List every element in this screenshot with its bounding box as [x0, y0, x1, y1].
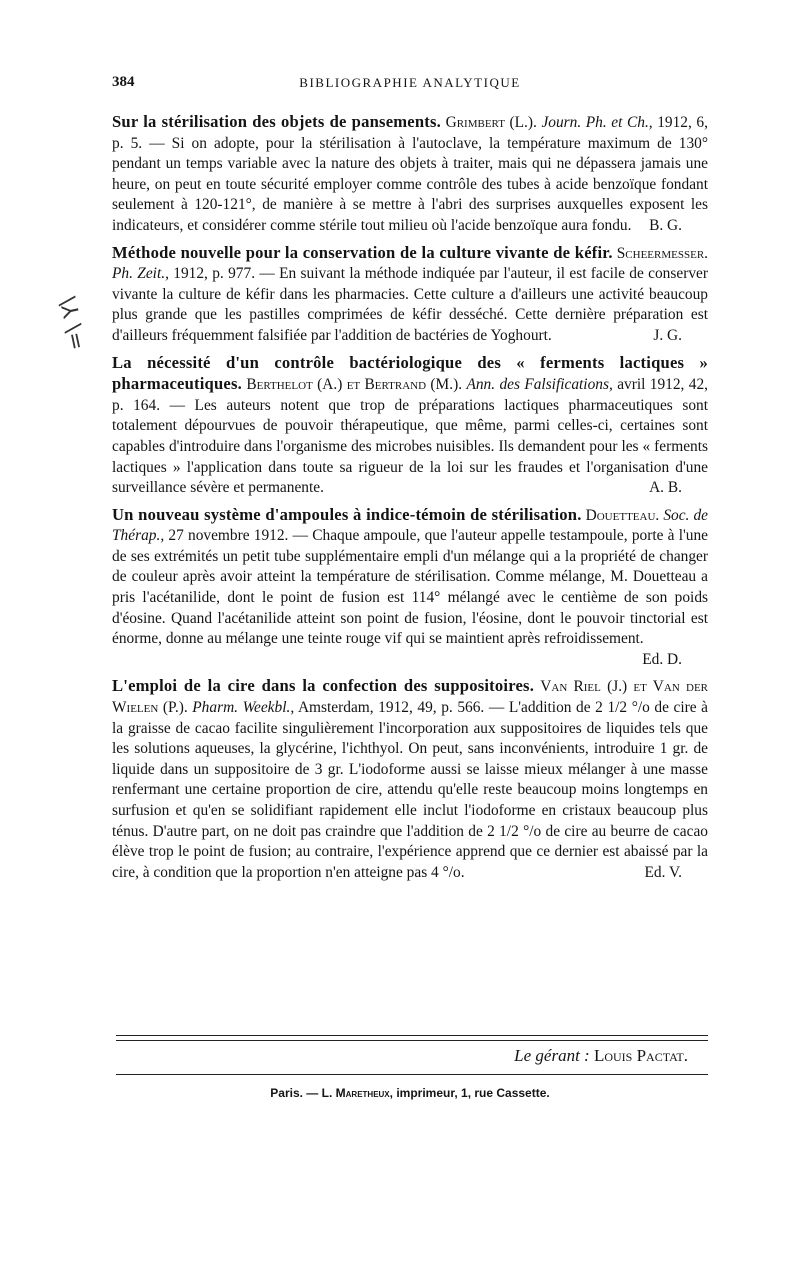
entry-kefir	[112, 243, 708, 347]
entry-signature: Ed. D.	[642, 650, 682, 668]
entry-journal: Ann. des Falsifications,	[466, 376, 613, 394]
entry-ampoules	[112, 505, 708, 671]
entry-author: Van Riel (J.) et Van der Wielen (P.).	[112, 678, 709, 717]
manager-name: Louis Pactat.	[593, 1046, 688, 1065]
page-header	[112, 74, 708, 98]
entry-title: L'emploi de la cire dans la confection des suppositoires.	[112, 676, 535, 696]
running-head: BIBLIOGRAPHIE ANALYTIQUE	[299, 75, 521, 90]
entry-journal: Journ. Ph. et Ch.,	[541, 114, 653, 131]
entry-title: La nécessité d'un contrôle bactériologique des « ferments lactiques » pharmaceutiques.	[112, 352, 708, 394]
entry-sterilisation-pansements	[112, 112, 708, 237]
entry-author: Berthelot (A.) et Bertrand (M.).	[246, 376, 463, 394]
entry-signature: B. G.	[649, 216, 682, 234]
single-rule-divider	[116, 1074, 708, 1075]
entry-signature: J. G.	[653, 326, 682, 344]
printer-line	[112, 1086, 708, 1100]
entry-body: — Chaque ampoule, que l'auteur appelle testampoule, porte à l'une de ses extrémités un petit tube supplémentaire empli d'un mélange qui a la propriété de changer de couleur après avoir atteint la température de stérilisation. Comme mélange, M. Douetteau a pris l'acétanilide, dont le point de fusion est 114° mélangé avec le centième de son poids d'éosine. Quand l'acétanilide atteint son point de fusion, l'éosine, dont le pouvoir tinctorial est énorme, donne au mélange une teinte rouge vif qui se maintient après refroidissement.	[112, 527, 708, 648]
entry-body: — Les auteurs notent que trop de préparations lactiques pharmaceutiques sont totalement dépourvues de pouvoir thérapeutique, que même, parmi celles-ci, certaines sont capables d'introduire dans l'organisme des microbes nuisibles. Ils demandent pour les « ferments lactiques » l'application dans toute sa rigueur de la loi sur les fraudes et l'organisation d'une surveillance sévère et permanente.	[112, 396, 708, 497]
double-rule-divider	[116, 1035, 708, 1041]
entry-body: — En suivant la méthode indiquée par l'auteur, il est facile de conserver vivante la culture de kéfir dans les pharmacies. Cette culture a d'ailleurs une activité beaucoup plus grande que les pastilles comprimées de kéfir desséché. Cette dernière préparation est d'ailleurs fréquemment falsifiée par l'addition de bactéries de Yoghourt.	[112, 265, 708, 344]
entry-title: Méthode nouvelle pour la conservation de la culture vivante de kéfir.	[112, 242, 613, 262]
entry-signature: Ed. V.	[644, 863, 682, 881]
entry-body: — Si on adopte, pour la stérilisation à l'autoclave, la température maximum de 130° pendant un temps variable avec la nature des objets à traiter, mais qui ne dépassera jamais une heure, on peut en toute sécurité employer comme contrôle des tubes à acide benzoïque fondant seulement à 120-121°, de manière à se mettre à l'abri des surprises auxquelles exposent les indicateurs, et considérer comme stérile tout milieu où l'acide benzoïque aura fondu.	[112, 134, 708, 234]
entry-reference: 1912, p. 977.	[173, 265, 256, 283]
entry-body: — L'addition de 2 1/2 °/o de cire à la graisse de cacao facilite singulièrement l'incorporation aux suppositoires de liquides tels que les solutions aqueuses, la glycérine, l'ichthyol. On peut, sans inconvénients, introduire 1 gr. de liquide dans un suppositoire de 3 gr. L'iodoforme aussi se laisse mieux mélanger à une masse renfermant une certaine proportion de cire, attendu qu'elle reste beaucoup moins longtemps en surfusion et qu'en se solidifiant rapidement elle inclut l'iodoforme en cristaux beaucoup plus ténus. D'autre part, on ne doit pas craindre que l'addition de 2 1/2 °/o de cire au beurre de cacao élève trop le point de fusion; au contraire, l'expérience apprend que ce dernier est abaissé par la cire, à condition que la proportion n'en atteigne pas 4 °/o.	[112, 699, 709, 881]
entry-title: Un nouveau système d'ampoules à indice-témoin de stérilisation.	[112, 504, 582, 524]
entry-journal: Soc. de Thérap.,	[112, 506, 708, 545]
entry-reference: Amsterdam, 1912, 49, p. 566.	[297, 699, 485, 717]
entry-journal: Ph. Zeit.,	[112, 265, 169, 283]
entry-title: Sur la stérilisation des objets de pansements.	[112, 112, 442, 131]
entry-reference: avril 1912, 42, p. 164.	[112, 376, 708, 414]
entry-ferments-lactiques	[112, 353, 708, 499]
printer-prefix: Paris. — L.	[270, 1086, 333, 1100]
manager-line	[112, 1046, 708, 1066]
handwritten-margin-note: \⅄ \=	[53, 294, 90, 353]
entry-reference: 1912, 6, p. 5.	[112, 114, 708, 152]
entry-journal: Pharm. Weekbl.,	[192, 699, 295, 717]
entry-reference: 27 novembre 1912.	[168, 527, 289, 545]
printer-name: Maretheux,	[335, 1086, 393, 1100]
entry-author: Scheermesser.	[616, 244, 709, 262]
manager-label: Le gérant :	[514, 1046, 590, 1065]
entry-cire-suppositoires	[112, 676, 708, 883]
entry-author: Douetteau.	[585, 506, 660, 524]
bibliography-content	[112, 112, 708, 889]
entry-signature: A. B.	[649, 479, 682, 497]
entry-author: Grimbert (L.).	[445, 114, 537, 131]
page-number: 384	[112, 74, 135, 90]
printer-address: imprimeur, 1, rue Cassette.	[396, 1086, 550, 1100]
